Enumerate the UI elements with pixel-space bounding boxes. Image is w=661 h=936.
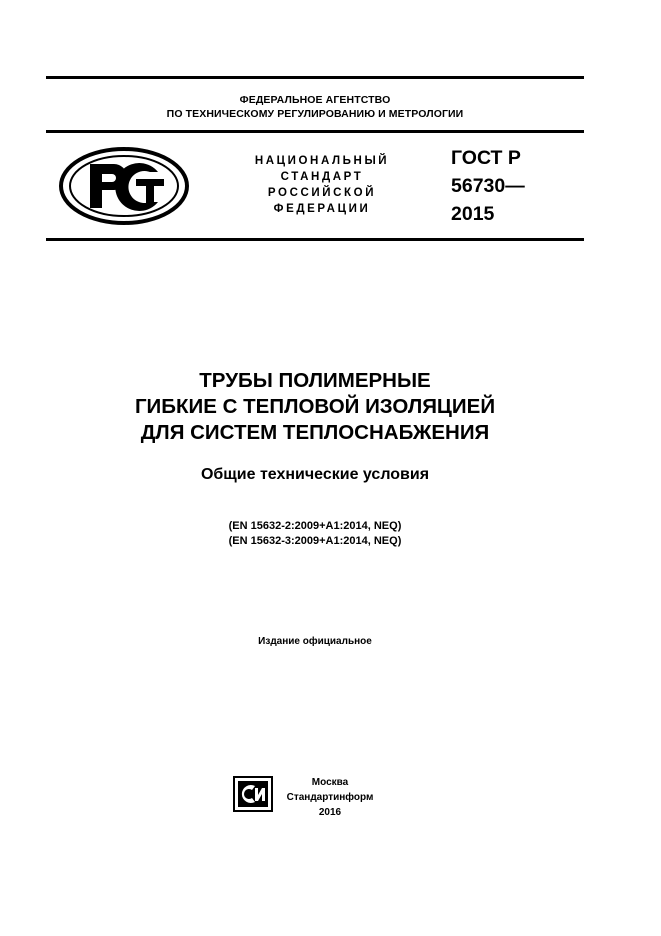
gost-r-logo-icon — [58, 146, 190, 226]
standard-type-line-4: ФЕДЕРАЦИИ — [273, 203, 371, 215]
publisher-year: 2016 — [318, 807, 342, 818]
references — [46, 519, 584, 549]
document-subtitle: Общие технические условия — [200, 466, 430, 483]
standard-type — [232, 153, 412, 217]
title-line-1: ТРУБЫ ПОЛИМЕРНЫЕ — [199, 369, 431, 392]
top-rule — [46, 76, 584, 79]
publisher-name: Стандартинформ — [286, 792, 374, 803]
publisher-city: Москва — [311, 777, 349, 788]
title-line-3: ДЛЯ СИСТЕМ ТЕПЛОСНАБЖЕНИЯ — [140, 421, 490, 444]
header-rule — [46, 130, 584, 133]
agency-line-1: ФЕДЕРАЛЬНОЕ АГЕНТСТВО — [239, 94, 391, 106]
publisher-info — [280, 775, 380, 820]
standard-designation — [451, 144, 581, 228]
standartinform-logo-icon — [233, 776, 273, 812]
designation-line-1: ГОСТ Р — [451, 147, 521, 169]
reference-2: (EN 15632-3:2009+A1:2014, NEQ) — [228, 535, 402, 547]
designation-line-3: 2015 — [451, 203, 495, 225]
agency-name — [46, 93, 584, 121]
designation-line-2: 56730— — [451, 175, 525, 197]
standard-type-line-1: НАЦИОНАЛЬНЫЙ — [254, 155, 390, 167]
standard-type-line-3: РОССИЙСКОЙ — [267, 187, 377, 199]
agency-line-2: ПО ТЕХНИЧЕСКОМУ РЕГУЛИРОВАНИЮ И МЕТРОЛОГИИ — [166, 108, 464, 120]
reference-1: (EN 15632-2:2009+A1:2014, NEQ) — [228, 520, 402, 532]
document-title — [46, 368, 584, 446]
standard-type-line-2: СТАНДАРТ — [280, 171, 364, 183]
title-line-2: ГИБКИЕ С ТЕПЛОВОЙ ИЗОЛЯЦИЕЙ — [134, 395, 496, 418]
edition-note: Издание официальное — [258, 636, 372, 647]
bottom-header-rule — [46, 238, 584, 241]
